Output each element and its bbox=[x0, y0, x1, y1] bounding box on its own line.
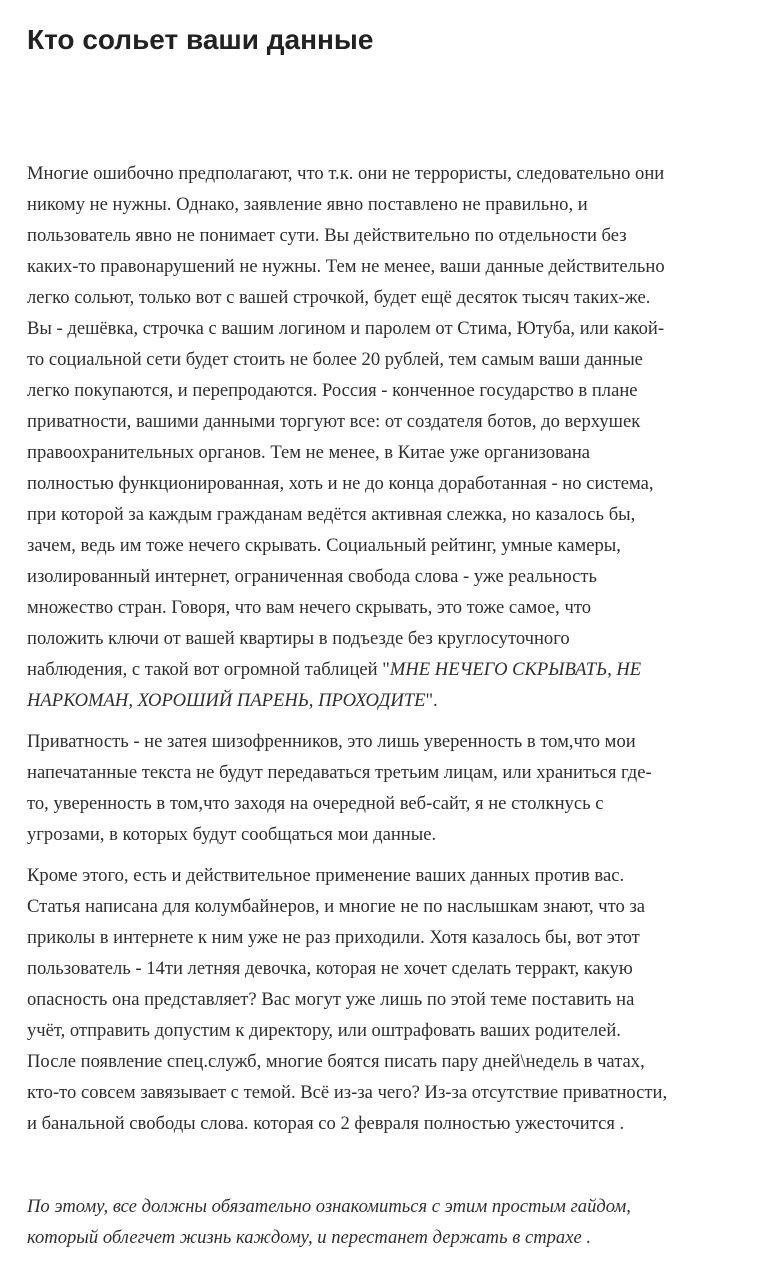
text-line: легко сольют, только вот с вашей строчкой, будет ещё десяток тысяч таких-же. bbox=[27, 287, 651, 308]
text-line: Приватность - не затея шизофренников, это лишь уверенность в том,что мои bbox=[27, 731, 636, 752]
text-line bbox=[27, 654, 775, 685]
text-line: полностью функционированная, хоть и не до конца доработанная - но система, bbox=[27, 473, 654, 494]
text-line: Вы - дешёвка, строчка с вашим логином и паролем от Стима, Ютуба, или какой- bbox=[27, 318, 665, 339]
text-line: правоохранительных органов. Тем не менее, в Китае уже организована bbox=[27, 442, 591, 463]
text-line: учёт, отправить допустим к директору, или оштрафовать ваших родителей. bbox=[27, 1020, 621, 1041]
text-line: Кроме этого, есть и действительное применение ваших данных против вас. bbox=[27, 865, 625, 886]
text-line: пользователь явно не понимает сути. Вы действительно по отдельности без bbox=[27, 225, 627, 246]
text-line: приватности, вашими данными торгуют все: от создателя ботов, до верхушек bbox=[27, 411, 641, 432]
text-fragment: наблюдения, с такой вот огромной таблицей " bbox=[27, 659, 390, 680]
text-line bbox=[27, 685, 775, 716]
text-line: легко покупаются, и перепродаются. Россия - конченное государство в плане bbox=[27, 380, 638, 401]
text-line: Статья написана для колумбайнеров, и многие не по наслышкам знают, что за bbox=[27, 896, 646, 917]
emphasis-text: НАРКОМАН, ХОРОШИЙ ПАРЕНЬ, ПРОХОДИТЕ bbox=[27, 690, 426, 711]
text-line: После появление спец.служб, многие боятся писать пару дней\недель в чатах, bbox=[27, 1051, 645, 1072]
paragraph-2 bbox=[27, 726, 775, 850]
emphasis-text: МНЕ НЕЧЕГО СКРЫВАТЬ, НЕ bbox=[389, 659, 642, 680]
text-fragment: ". bbox=[425, 690, 438, 711]
paragraph-3 bbox=[27, 860, 775, 1139]
text-line: положить ключи от вашей квартиры в подъезде без круглосуточного bbox=[27, 628, 570, 649]
paragraph-1 bbox=[27, 158, 775, 716]
text-line: приколы в интернете к ним уже не раз приходили. Хотя казалось бы, вот этот bbox=[27, 927, 640, 948]
text-line: кто-то совсем завязывает с темой. Всё из-за чего? Из-за отсутствие приватности, bbox=[27, 1082, 668, 1103]
closing-italic-paragraph bbox=[27, 1191, 775, 1253]
text-line: множество стран. Говоря, что вам нечего скрывать, это тоже самое, что bbox=[27, 597, 591, 618]
text-line: пользователь - 14ти летняя девочка, которая не хочет сделать терракт, какую bbox=[27, 958, 633, 979]
text-line: Многие ошибочно предполагают, что т.к. они не террористы, следовательно они bbox=[27, 163, 665, 184]
article-title: Кто сольет ваши данные bbox=[27, 24, 374, 55]
text-line: По этому, все должны обязательно ознакомиться с этим простым гайдом, bbox=[27, 1196, 631, 1217]
text-line: то, уверенность в том,что заходя на очередной веб-сайт, я не столкнусь с bbox=[27, 793, 604, 814]
text-line: изолированный интернет, ограниченная свобода слова - уже реальность bbox=[27, 566, 597, 587]
text-line: зачем, ведь им тоже нечего скрывать. Социальный рейтинг, умные камеры, bbox=[27, 535, 621, 556]
text-line: опасность она представляет? Вас могут уже лишь по этой теме поставить на bbox=[27, 989, 635, 1010]
text-line: который облегчет жизнь каждому, и перестанет держать в страхе . bbox=[27, 1227, 592, 1248]
article-body bbox=[27, 158, 775, 1139]
text-line: каких-то правонарушений не нужны. Тем не менее, ваши данные действительно bbox=[27, 256, 665, 277]
text-line: напечатанные текста не будут передаваться третьим лицам, или храниться где- bbox=[27, 762, 652, 783]
text-line: то социальной сети будет стоить не более 20 рублей, тем самым ваши данные bbox=[27, 349, 643, 370]
text-line: при которой за каждым гражданам ведётся активная слежка, но казалось бы, bbox=[27, 504, 636, 525]
text-line: никому не нужны. Однако, заявление явно поставлено не правильно, и bbox=[27, 194, 588, 215]
text-line: угрозами, в которых будут сообщаться мои данные. bbox=[27, 824, 437, 845]
text-line: и банальной свободы слова. которая со 2 февраля полностью ужесточится . bbox=[27, 1113, 625, 1134]
